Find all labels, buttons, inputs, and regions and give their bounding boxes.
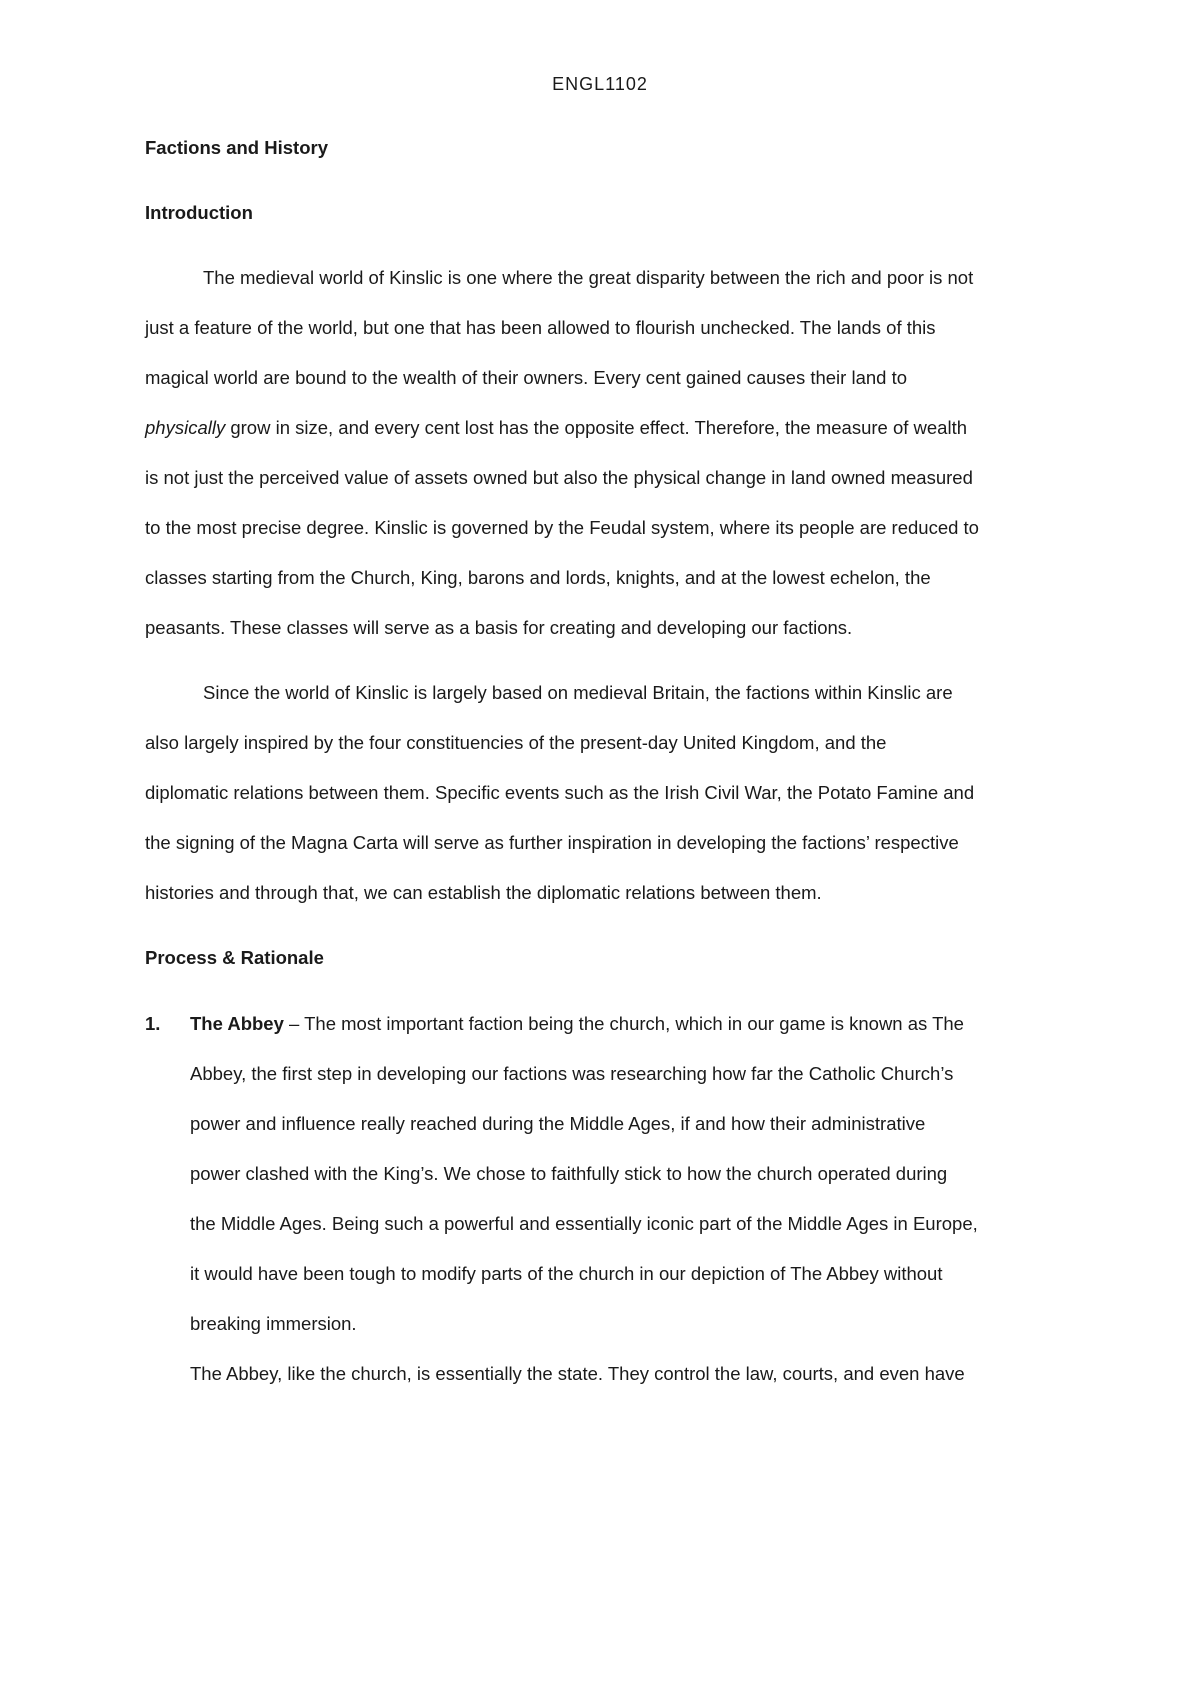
- line-text: – The most important faction being the church, which in our game is known as The: [283, 1013, 964, 1034]
- intro-paragraph-1-line-8: peasants. These classes will serve as a basis for creating and developing our factions.: [145, 617, 853, 638]
- list-item-1-line-3: power and influence really reached during the Middle Ages, if and how their administrative: [190, 1113, 926, 1134]
- list-item-title: The Abbey: [190, 1013, 284, 1034]
- intro-paragraph-2-line-5: histories and through that, we can establish the diplomatic relations between them.: [145, 882, 822, 903]
- intro-paragraph-1-line-7: classes starting from the Church, King, barons and lords, knights, and at the lowest echelon, the: [145, 567, 931, 588]
- intro-paragraph-1-line-3: magical world are bound to the wealth of their owners. Every cent gained causes their land to: [145, 367, 908, 388]
- intro-paragraph-1-line-5: is not just the perceived value of assets owned but also the physical change in land owned measured: [145, 467, 973, 488]
- intro-paragraph-1-line-6: to the most precise degree. Kinslic is governed by the Feudal system, where its people are reduced to: [145, 517, 979, 538]
- list-item-number: 1.: [145, 1013, 161, 1034]
- list-item-1-line-7: breaking immersion.: [190, 1313, 357, 1334]
- process-heading: Process & Rationale: [145, 947, 324, 968]
- intro-paragraph-2-line-2: also largely inspired by the four constituencies of the present-day United Kingdom, and the: [145, 732, 887, 753]
- intro-paragraph-2-line-1: Since the world of Kinslic is largely based on medieval Britain, the factions within Kinslic are: [203, 682, 953, 703]
- intro-paragraph-1-line-2: just a feature of the world, but one that has been allowed to flourish unchecked. The lands of this: [145, 317, 936, 338]
- list-item-1-line-8: The Abbey, like the church, is essentially the state. They control the law, courts, and even have: [190, 1363, 965, 1384]
- list-item-1-line-4: power clashed with the King’s. We chose to faithfully stick to how the church operated during: [190, 1163, 948, 1184]
- list-item-1-line-1: [190, 1012, 964, 1036]
- intro-paragraph-2-line-3: diplomatic relations between them. Specific events such as the Irish Civil War, the Potato Famine and: [145, 782, 975, 803]
- list-item-1-line-5: the Middle Ages. Being such a powerful and essentially iconic part of the Middle Ages in Europe,: [190, 1213, 978, 1234]
- list-item-1-line-2: Abbey, the first step in developing our factions was researching how far the Catholic Church’s: [190, 1063, 954, 1084]
- line-text: grow in size, and every cent lost has the opposite effect. Therefore, the measure of wealth: [225, 417, 967, 438]
- emphasis-text: physically: [145, 417, 226, 438]
- introduction-heading: Introduction: [145, 202, 253, 223]
- document-title: Factions and History: [145, 137, 328, 158]
- list-item-1-line-6: it would have been tough to modify parts of the church in our depiction of The Abbey without: [190, 1263, 943, 1284]
- intro-paragraph-2-line-4: the signing of the Magna Carta will serve as further inspiration in developing the factions’ respective: [145, 832, 959, 853]
- intro-paragraph-1-line-4: [145, 416, 967, 440]
- page-header: ENGL1102: [552, 74, 648, 94]
- intro-paragraph-1-line-1: The medieval world of Kinslic is one where the great disparity between the rich and poor is not: [203, 267, 974, 288]
